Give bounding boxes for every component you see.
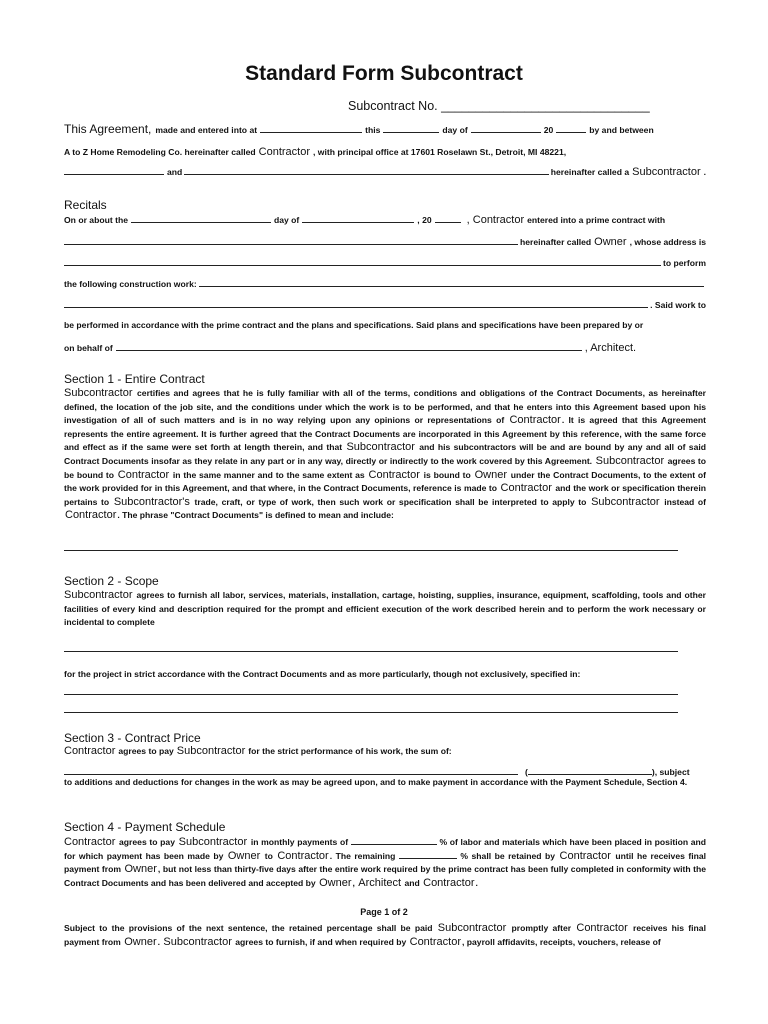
section-1-body: Subcontractor certifies and agrees that he is fully familiar with all of the terms, conditions and obligations of the Contract Documents, as hereinafter defined, the location of the job site, and the conditions under which the work is to be performed, and that he enters into this Agreement based upon his investigation of all of such matters and is in no way relying upon any opinions or representations of Contractor. It is agreed that this Agreement represents the entire agreement. It is further agreed that the Contract Documents are incorporated in this Agreement by this reference, with the same force and effect as if the same were set forth at length therein, and that Subcontractor and his subcontractors will be and are bound by any and all of said Contract Documents insofar as they relate in any part or in any way, directly or indirectly to the work covered by this Agreement. Subcontractor agrees to be bound to Contractor in the same manner and to the same extent as Contractor is bound to Owner under the Contract Documents, to the extent of the work provided for in this Agreement, and that where, in the Contract Documents, reference is made to Contractor and the work or specification therein pertains to Subcontractor's trade, craft, or type of work, then such work or specification shall be interpreted to apply to Subcontractor instead of Contractor. The phrase "Contract Documents" is defined to mean and include: — [64, 387, 707, 522]
blank-subcontractor-address[interactable] — [184, 165, 549, 175]
recitals-line-3: to perform — [64, 256, 706, 268]
recitals-line-7: on behalf of , Architect. — [64, 342, 637, 354]
recitals-line-4: the following construction work: — [64, 277, 706, 289]
section-2-heading: Section 2 - Scope — [64, 574, 159, 588]
blank-month[interactable] — [471, 123, 541, 133]
blank-year[interactable] — [556, 123, 586, 133]
blank-contract-documents[interactable] — [64, 550, 678, 551]
blank-sum-amount[interactable] — [528, 765, 652, 775]
blank-day[interactable] — [383, 123, 439, 133]
section-4-body: Contractor agrees to pay Subcontractor in monthly payments of % of labor and materials which have been placed in position and for which payment has been made by Owner to Contractor. The remaining % shall be retained by Contractor until he receives final payment from Owner, but not less than thirty-five days after the entire work required by the prime contract has been fully completed in conformity with the Contract Documents and has been delivered and accepted by Owner, Architect and Contractor. — [64, 836, 707, 889]
intro-line-2: A to Z Home Remodeling Co. hereinafter called Contractor , with principal office at 17601 Roselawn St., Detroit, MI 48221, — [64, 146, 567, 158]
blank-sum-words[interactable] — [64, 765, 518, 775]
recitals-line-6: be performed in accordance with the prime contract and the plans and specifications. Said plans and specifications have been prepared by or — [64, 320, 644, 330]
section-3-line-2: ( ), subject — [64, 765, 706, 777]
blank-recital-day[interactable] — [131, 213, 271, 223]
recitals-line-5: . Said work to — [64, 298, 706, 310]
intro-line-1: This Agreement, made and entered into at this day of 20 by and between — [64, 122, 654, 136]
blank-specified-2[interactable] — [64, 712, 678, 713]
blank-owner-name[interactable] — [64, 235, 518, 245]
blank-retained-percent[interactable] — [399, 850, 457, 859]
subcontract-number: Subcontract No. ______________________________ — [348, 99, 650, 113]
section-3-line-1: Contractor agrees to pay Subcontractor for the strict performance of his work, the sum of: — [64, 745, 452, 757]
recitals-line-2: hereinafter called Owner , whose address is — [64, 235, 706, 248]
recitals-heading: Recitals — [64, 198, 107, 212]
blank-monthly-percent[interactable] — [351, 836, 437, 845]
section-2-body: Subcontractor agrees to furnish all labor, services, materials, installation, cartage, hoisting, supplies, insurance, equipment, scaffolding, tools and other facilities of every kind and description required for the prompt and efficient execution of the work described herein and to perform the work necessary or incidental to complete — [64, 589, 706, 628]
blank-construction-work-2[interactable] — [64, 298, 648, 308]
blank-recital-month[interactable] — [302, 213, 414, 223]
blank-architect[interactable] — [116, 341, 582, 351]
section-3-body: to additions and deductions for changes in the work as may be agreed upon, and to make payment in accordance with the Payment Schedule, Section 4. — [64, 777, 688, 787]
blank-scope-work[interactable] — [64, 651, 678, 652]
blank-construction-work[interactable] — [199, 277, 704, 287]
document-title: Standard Form Subcontract — [245, 62, 523, 85]
recitals-line-1: On or about the day of , 20 , Contractor entered into a prime contract with — [64, 214, 666, 226]
blank-place[interactable] — [260, 123, 362, 133]
blank-specified-1[interactable] — [64, 694, 678, 695]
continuation-text: Subject to the provisions of the next sentence, the retained percentage shall be paid Subcontractor promptly after Contractor receives his final payment from Owner. Subcontractor agrees to furnish, if and when required by Contractor, payroll affidavits, receipts, vouchers, release of — [64, 922, 706, 948]
section-3-heading: Section 3 - Contract Price — [64, 731, 201, 745]
section-1-heading: Section 1 - Entire Contract — [64, 372, 205, 386]
intro-line-3: and hereinafter called a Subcontractor . — [64, 165, 706, 178]
blank-subcontractor-name[interactable] — [64, 165, 164, 175]
blank-recital-year[interactable] — [435, 213, 461, 223]
section-4-heading: Section 4 - Payment Schedule — [64, 820, 226, 834]
page-number: Page 1 of 2 — [360, 907, 408, 917]
section-2-specified: for the project in strict accordance with the Contract Documents and as more particularly, though not exclusively, specified in: — [64, 669, 581, 679]
blank-owner-address[interactable] — [64, 256, 661, 266]
